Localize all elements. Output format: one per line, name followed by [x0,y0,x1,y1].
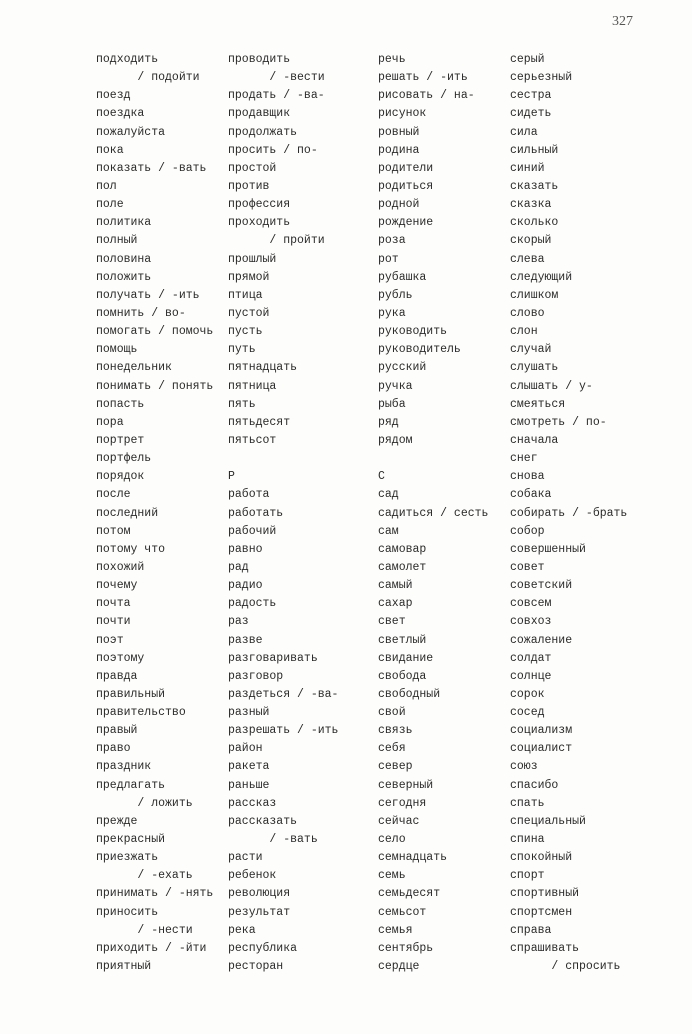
word-entry: помнить / во- [96,306,186,320]
word-entry: принимать / -нять [96,887,214,901]
word-entry: прямой [228,270,270,284]
word-entry: похожий [96,560,145,574]
word-entry: приносить [96,905,159,919]
word-entry: ребенок [228,869,277,883]
word-entry: ручка [378,379,413,393]
word-entry: светлый [378,633,427,647]
word-entry: сахар [378,597,413,611]
word-entry: сорок [510,687,545,701]
word-entry: сосед [510,706,545,720]
word-entry: специальный [510,814,586,828]
word-entry: река [228,923,256,937]
word-entry: совет [510,560,545,574]
word-entry: продавщик [228,107,291,121]
word-entry: путь [228,343,256,357]
word-entry: семьсот [378,905,427,919]
word-entry: разве [228,633,263,647]
word-entry: социализм [510,724,573,738]
word-entry: спрашивать [510,941,580,955]
word-entry: садиться / сесть [378,506,489,520]
word-entry: ракета [228,760,270,774]
word-entry: сначала [510,433,559,447]
word-entry: смеяться [510,397,566,411]
word-entry: спортивный [510,887,580,901]
word-entry: правильный [96,687,166,701]
word-entry: разный [228,706,270,720]
word-entry: понимать / понять [96,379,214,393]
word-entry: просить / по- [228,143,318,157]
word-entry: снова [510,470,545,484]
word-entry: район [228,742,263,756]
word-entry: сегодня [378,796,427,810]
word-column-3 [378,51,488,976]
word-entry: поездка [96,107,145,121]
word-entry: рубль [378,288,413,302]
word-entry: понедельник [96,361,172,375]
word-entry: рыба [378,397,406,411]
word-entry: самолет [378,560,427,574]
word-entry: работать [228,506,284,520]
word-entry: портфель [96,452,152,466]
word-entry: ровный [378,125,420,139]
word-entry: село [378,833,406,847]
word-entry: семнадцать [378,851,448,865]
word-entry: пятьсот [228,433,277,447]
word-entry: пусть [228,325,263,339]
word-entry: сад [378,488,399,502]
word-entry: потому что [96,542,166,556]
word-entry: руководитель [378,343,461,357]
word-entry: раздеться / -ва- [228,687,339,701]
word-entry: случай [510,343,552,357]
word-entry: родители [378,161,434,175]
word-entry: расти [228,851,263,865]
word-entry: прошлый [228,252,277,266]
word-entry: радио [228,579,263,593]
word-entry: поезд [96,89,131,103]
page-number: 327 [612,14,633,29]
word-entry: сейчас [378,814,420,828]
word-entry: спать [510,796,545,810]
word-entry: подходить [96,53,159,66]
word-entry: равно [228,542,263,556]
word-entry: праздник [96,760,152,774]
word-entry: свободный [378,687,441,701]
word-entry: справа [510,923,552,937]
word-entry: решать / -ить [378,71,468,85]
word-entry: право [96,742,131,756]
word-entry: свет [378,615,406,629]
word-entry: поэтому [96,651,145,665]
word-entry: синий [510,161,545,175]
word-entry: рот [378,252,399,266]
word-entry: приходить / -йти [96,941,207,955]
word-entry: свидание [378,651,434,665]
word-entry: рука [378,306,406,320]
word-entry: продолжать [228,125,298,139]
word-entry: работа [228,488,270,502]
word-entry: раз [228,615,249,629]
word-entry: пятнадцать [228,361,298,375]
word-entry: прежде [96,814,138,828]
word-entry: полный [96,234,138,248]
word-entry: продать / -ва- [228,89,325,103]
word-entry: / спросить [510,960,621,974]
word-entry: спина [510,833,545,847]
word-entry: раньше [228,778,270,792]
word-entry: / пройти [228,234,325,248]
word-entry: пятница [228,379,277,393]
word-entry: собирать / -брать [510,506,628,520]
word-entry: союз [510,760,538,774]
word-entry: почти [96,615,131,629]
word-entry: сам [378,524,399,538]
word-entry: ресторан [228,960,284,974]
word-entry: порядок [96,470,145,484]
word-entry: спасибо [510,778,559,792]
word-entry: пожалуйста [96,125,166,139]
word-entry: / -вести [228,71,325,85]
word-entry: руководить [378,325,448,339]
word-entry: / -нести [96,923,193,937]
word-entry: правда [96,669,138,683]
word-entry: после [96,488,131,502]
word-entry: собор [510,524,545,538]
word-entry: попасть [96,397,145,411]
word-entry [378,450,488,468]
word-entry: совсем [510,597,552,611]
word-entry: север [378,760,413,774]
word-entry: рядом [378,433,413,447]
word-entry: северный [378,778,434,792]
word-entry: рассказать [228,814,298,828]
word-entry: / ложить [96,796,193,810]
word-entry: птица [228,288,263,302]
word-entry: последний [96,506,159,520]
word-entry: сидеть [510,107,552,121]
word-entry: потом [96,524,131,538]
word-entry: сколько [510,216,559,230]
word-entry: разговаривать [228,651,318,665]
word-entry: / -вать [228,833,318,847]
word-entry: почему [96,579,138,593]
word-entry: рабочий [228,524,277,538]
word-entry: поле [96,198,124,212]
word-entry: сказать [510,179,559,193]
word-entry: слева [510,252,545,266]
word-entry: приятный [96,960,152,974]
word-entry: половина [96,252,152,266]
word-entry: сердце [378,960,420,974]
word-entry: спокойный [510,851,573,865]
word-entry: Р [228,470,235,484]
word-entry: советский [510,579,573,593]
word-entry: проходить [228,216,291,230]
word-entry: семья [378,923,413,937]
word-entry: сестра [510,89,552,103]
word-entry: рубашка [378,270,427,284]
word-entry: помощь [96,343,138,357]
word-entry: почта [96,597,131,611]
word-entry [228,450,338,468]
word-entry: снег [510,452,538,466]
word-entry: семь [378,869,406,883]
word-entry: слушать [510,361,559,375]
word-entry: разрешать / -ить [228,724,339,738]
word-entry: поэт [96,633,124,647]
word-entry: социалист [510,742,573,756]
word-entry: родина [378,143,420,157]
word-entry: самый [378,579,413,593]
word-entry: портрет [96,433,145,447]
word-entry: слишком [510,288,559,302]
word-entry: / -ехать [96,869,193,883]
word-column-4 [510,51,627,976]
word-entry: свой [378,706,406,720]
word-entry: сожаление [510,633,573,647]
word-entry: прекрасный [96,833,166,847]
word-entry: результат [228,905,291,919]
word-entry: солнце [510,669,552,683]
word-entry: серьезный [510,71,573,85]
word-entry: ряд [378,415,399,429]
word-entry: родной [378,198,420,212]
word-entry: следующий [510,270,573,284]
word-entry: совершенный [510,542,586,556]
word-entry: сила [510,125,538,139]
word-entry: собака [510,488,552,502]
word-entry: разговор [228,669,284,683]
word-entry: совхоз [510,615,552,629]
word-entry: роза [378,234,406,248]
word-entry: против [228,179,270,193]
word-entry: революция [228,887,291,901]
word-entry: слово [510,306,545,320]
word-entry: предлагать [96,778,166,792]
word-entry: пятьдесят [228,415,291,429]
word-entry: простой [228,161,277,175]
word-entry: проводить [228,53,291,66]
word-entry: рассказ [228,796,277,810]
word-entry: пустой [228,306,270,320]
word-entry: рисунок [378,107,427,121]
word-entry: связь [378,724,413,738]
word-entry: С [378,470,385,484]
word-entry: сентябрь [378,941,434,955]
word-entry: правый [96,724,138,738]
word-entry: себя [378,742,406,756]
word-entry: политика [96,216,152,230]
word-entry: правительство [96,706,186,720]
word-column-1 [96,51,213,976]
word-entry: пять [228,397,256,411]
word-entry: спорт [510,869,545,883]
word-entry: самовар [378,542,427,556]
word-entry: рисовать / на- [378,89,475,103]
word-entry: свобода [378,669,427,683]
word-entry: республика [228,941,298,955]
word-entry: пол [96,179,117,193]
word-entry: слышать / у- [510,379,593,393]
word-entry: серый [510,53,545,66]
word-entry: получать / -ить [96,288,200,302]
word-entry: речь [378,53,406,66]
word-entry: скорый [510,234,552,248]
word-entry: рождение [378,216,434,230]
word-entry: показать / -вать [96,161,207,175]
word-entry: спортсмен [510,905,573,919]
word-entry: сильный [510,143,559,157]
word-column-2 [228,51,338,976]
word-entry: радость [228,597,277,611]
word-entry: помогать / помочь [96,325,214,339]
word-entry: положить [96,270,152,284]
word-entry: слон [510,325,538,339]
word-entry: русский [378,361,427,375]
word-entry: приезжать [96,851,159,865]
word-entry: сказка [510,198,552,212]
word-entry: семьдесят [378,887,441,901]
word-entry: / подойти [96,71,200,85]
word-entry: смотреть / по- [510,415,607,429]
word-entry: пора [96,415,124,429]
word-entry: профессия [228,198,291,212]
word-entry: солдат [510,651,552,665]
word-entry: пока [96,143,124,157]
word-entry: рад [228,560,249,574]
word-entry: родиться [378,179,434,193]
